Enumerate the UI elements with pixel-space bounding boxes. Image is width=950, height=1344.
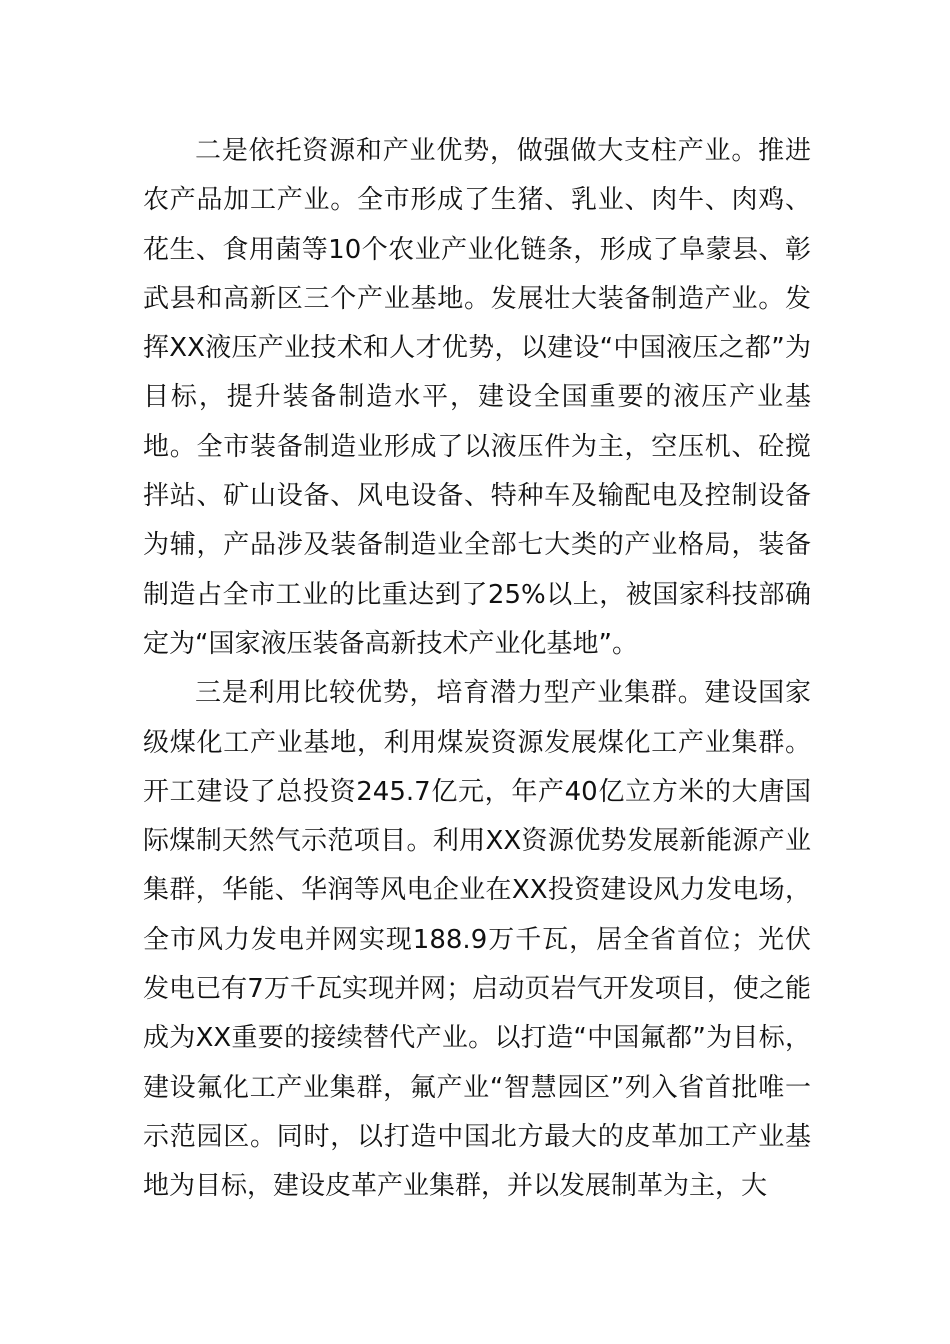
paragraph-industry-clusters: 三是利用比较优势，培育潜力型产业集群。建设国家级煤化工产业基地，利用煤炭资源发展煤化工产业集群。开工建设了总投资245.7亿元，年产40亿立方米的大唐国际煤制天然气示范项目。利用XX资源优势发展新能源产业集群，华能、华润等风电企业在XX投资建设风力发电场，全市风力发电并网实现188.9万千瓦，居全省首位；光伏发电已有7万千瓦实现并网；启动页岩气开发项目，使之能成为XX重要的接续替代产业。以打造“中国氟都”为目标，建设氟化工产业集群，氟产业“智慧园区”列入省首批唯一示范园区。同时，以打造中国北方最大的皮革加工产业基地为目标，建设皮革产业集群，并以发展制革为主，大 xyxy=(143,678,811,1202)
body-text xyxy=(143,127,811,1212)
paragraph-pillar-industries: 二是依托资源和产业优势，做强做大支柱产业。推进农产品加工产业。全市形成了生猪、乳业、肉牛、肉鸡、花生、食用菌等10个农业产业化链条，形成了阜蒙县、彰武县和高新区三个产业基地。发展壮大装备制造产业。发挥XX液压产业技术和人才优势，以建设“中国液压之都”为目标，提升装备制造水平，建设全国重要的液压产业基地。全市装备制造业形成了以液压件为主，空压机、砼搅拌站、矿山设备、风电设备、特种车及输配电及控制设备为辅，产品涉及装备制造业全部七大类的产业格局，装备制造占全市工业的比重达到了25%以上，被国家科技部确定为“国家液压装备高新技术产业化基地”。 xyxy=(143,136,811,659)
